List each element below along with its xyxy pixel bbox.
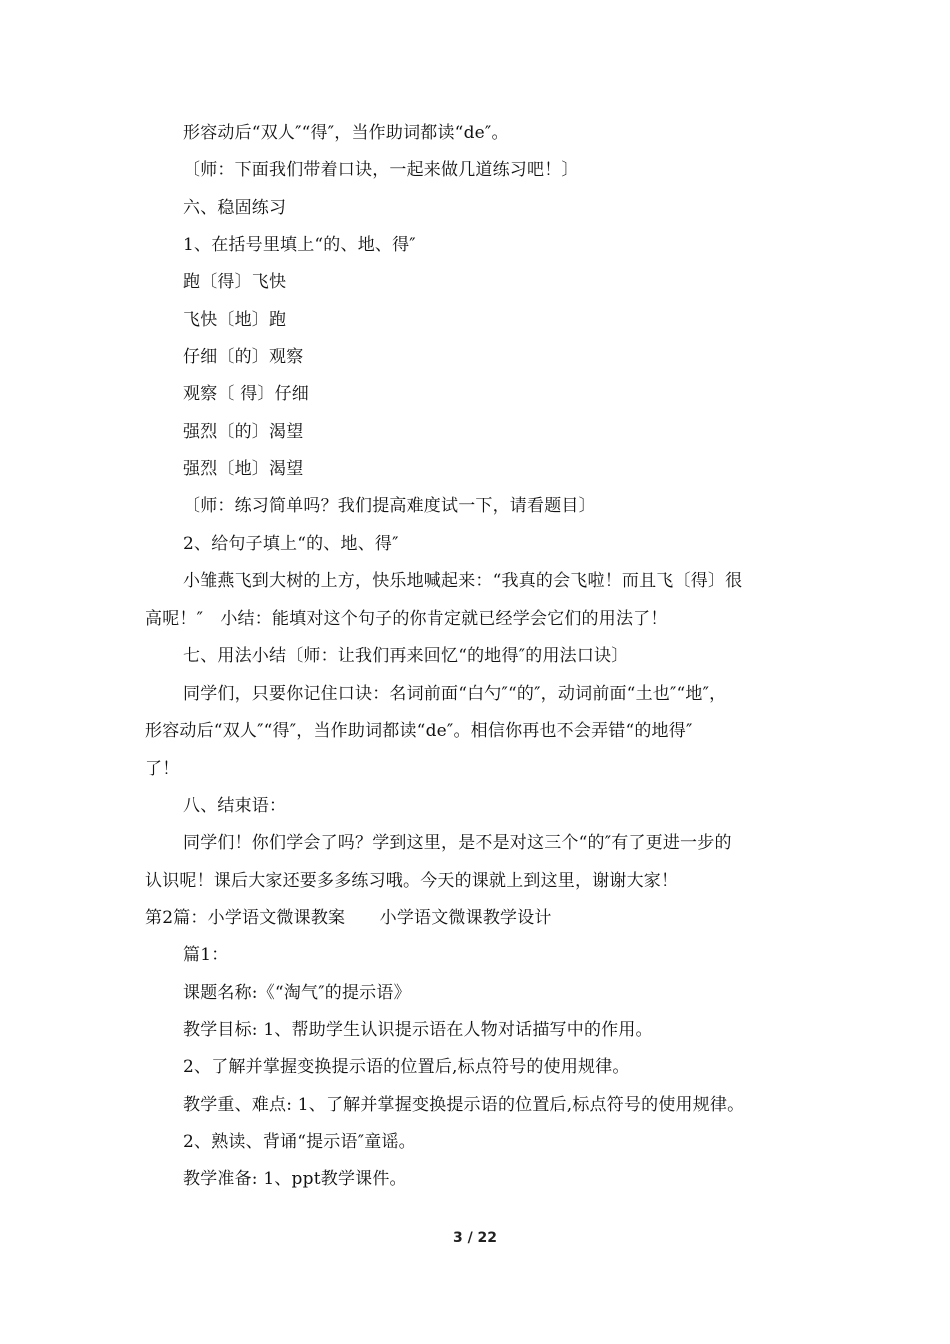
text-line: 小雏燕飞到大树的上方，快乐地喊起来：“我真的会飞啦！而且飞〔得〕很 [183,571,743,591]
text-line: 同学们！你们学会了吗？学到这里，是不是对这三个“的″有了更进一步的 [183,833,732,853]
exercise-item: 仔细〔的〕观察 [183,347,304,367]
text-line: 形容动后“双人″“得″，当作助词都读“de″。 [183,123,509,143]
section-heading: 六、稳固练习 [183,198,287,218]
text-line: 了！ [145,759,180,779]
section-heading: 七、用法小结〔师：让我们再来回忆“的地得″的用法口诀〕 [183,646,629,666]
text-line: 教学目标: 1、帮助学生认识提示语在人物对话描写中的作用。 [183,1020,653,1040]
text-line: 课题名称:《“淘气″的提示语》 [183,983,411,1003]
exercise-item: 观察〔 得〕仔细 [183,384,310,404]
text-line: 教学准备: 1、ppt教学课件。 [183,1169,407,1189]
text-line: 高呢！″ 小结：能填对这个句子的你肯定就已经学会它们的用法了！ [145,609,668,629]
exercise-heading: 1、在括号里填上“的、地、得″ [183,235,416,255]
text-line: 2、熟读、背诵“提示语″童谣。 [183,1132,416,1152]
page-number: 3 / 22 [452,1230,498,1246]
section-heading: 八、结束语： [183,796,287,816]
article-title: 第2篇：小学语文微课教案 小学语文微课教学设计 [145,908,552,928]
text-line: 同学们，只要你记住口诀：名词前面“白勺″“的″，动词前面“土也″“地″， [183,684,727,704]
text-line: 认识呢！课后大家还要多多练习哦。今天的课就上到这里，谢谢大家！ [145,871,679,891]
exercise-item: 强烈〔地〕渴望 [183,459,304,479]
exercise-item: 强烈〔的〕渴望 [183,422,304,442]
text-line: 教学重、难点: 1、了解并掌握变换提示语的位置后,标点符号的使用规律。 [183,1095,745,1115]
exercise-item: 跑〔得〕飞快 [183,272,287,292]
text-line: 〔师：练习简单吗？我们提高难度试一下，请看题目〕 [183,496,596,516]
text-line: 形容动后“双人″“得″，当作助词都读“de″。相信你再也不会弄错“的地得″ [145,721,693,741]
text-line: 〔师：下面我们带着口诀，一起来做几道练习吧！〕 [183,160,579,180]
text-line: 篇1： [183,945,229,965]
text-line: 2、了解并掌握变换提示语的位置后,标点符号的使用规律。 [183,1057,630,1077]
exercise-heading: 2、给句子填上“的、地、得″ [183,534,399,554]
exercise-item: 飞快〔地〕跑 [183,310,287,330]
